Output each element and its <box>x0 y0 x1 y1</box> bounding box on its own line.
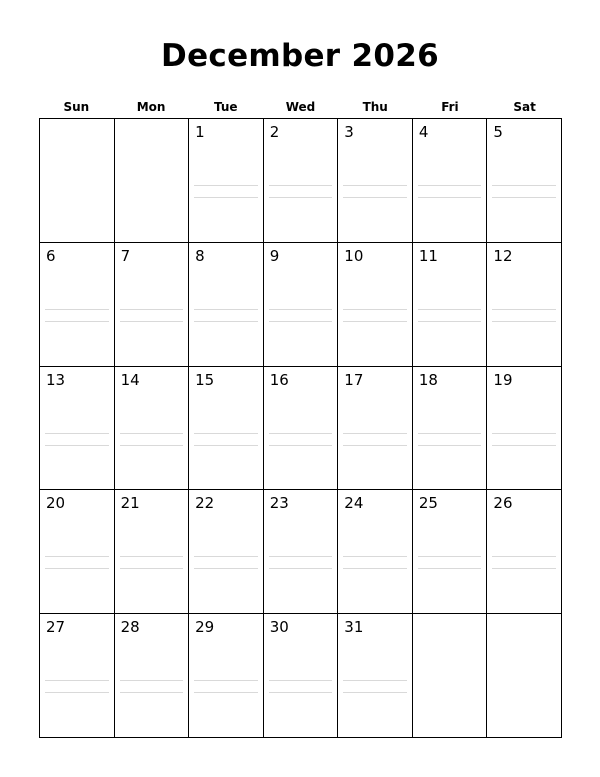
note-line <box>343 680 407 681</box>
note-line <box>343 556 407 557</box>
calendar-day-cell <box>189 614 264 738</box>
note-line <box>343 568 407 569</box>
day-number: 4 <box>418 123 429 141</box>
calendar-day-cell <box>487 490 562 614</box>
note-line <box>45 692 109 693</box>
calendar-day-cell <box>413 490 488 614</box>
calendar-day-cell <box>338 119 413 243</box>
weekday-label: Tue <box>214 100 238 114</box>
day-number: 15 <box>195 370 215 389</box>
calendar-day-cell <box>40 490 115 614</box>
day-number: 8 <box>195 246 205 265</box>
note-line <box>269 197 333 198</box>
calendar-empty-cell <box>40 119 115 243</box>
note-line <box>194 321 258 322</box>
note-line <box>269 680 333 681</box>
calendar-day-cell <box>40 614 115 738</box>
weekday-label: Thu <box>362 100 388 114</box>
note-line <box>269 309 333 310</box>
day-number: 6 <box>46 246 56 265</box>
calendar-day-cell <box>115 243 190 367</box>
note-line <box>45 556 109 557</box>
note-line <box>194 556 258 557</box>
note-line <box>343 185 407 186</box>
note-line <box>418 568 482 569</box>
note-line <box>194 197 258 198</box>
note-line <box>45 309 109 310</box>
calendar-empty-cell <box>115 119 190 243</box>
day-number: 22 <box>195 494 215 513</box>
note-line <box>343 321 407 322</box>
note-line <box>194 680 258 681</box>
calendar-day-cell <box>40 367 115 491</box>
day-number: 20 <box>46 494 66 513</box>
day-number: 25 <box>418 494 438 513</box>
day-number: 3 <box>344 123 354 141</box>
day-number: 11 <box>418 246 438 265</box>
calendar-day-cell <box>338 614 413 738</box>
day-number: 28 <box>120 618 140 637</box>
note-line <box>492 321 556 322</box>
note-line <box>343 433 407 434</box>
note-line <box>418 197 482 198</box>
note-line <box>45 445 109 446</box>
calendar-day-cell <box>264 490 339 614</box>
note-line <box>45 568 109 569</box>
calendar-empty-cell <box>487 614 562 738</box>
note-line <box>418 556 482 557</box>
note-line <box>194 185 258 186</box>
note-line <box>120 556 184 557</box>
note-line <box>492 445 556 446</box>
note-line <box>45 321 109 322</box>
calendar-day-cell <box>487 119 562 243</box>
day-number: 27 <box>46 618 66 637</box>
day-number: 18 <box>418 370 438 389</box>
day-number: 13 <box>46 370 66 389</box>
note-line <box>120 568 184 569</box>
day-number: 19 <box>493 370 513 389</box>
day-number: 30 <box>269 618 289 637</box>
note-line <box>269 556 333 557</box>
day-number: 26 <box>493 494 513 513</box>
calendar-day-cell <box>487 367 562 491</box>
note-line <box>418 445 482 446</box>
page-title: December 2026 <box>161 38 439 74</box>
note-line <box>269 433 333 434</box>
calendar-day-cell <box>40 243 115 367</box>
day-number: 31 <box>344 618 364 637</box>
day-number: 21 <box>120 494 140 513</box>
note-line <box>120 433 184 434</box>
day-number: 12 <box>493 246 513 265</box>
note-line <box>492 556 556 557</box>
calendar-empty-cell <box>413 614 488 738</box>
note-line <box>269 321 333 322</box>
note-line <box>269 185 333 186</box>
note-line <box>45 433 109 434</box>
day-number: 5 <box>493 123 503 141</box>
day-number: 7 <box>120 246 131 265</box>
day-number: 14 <box>120 370 140 389</box>
weekday-label: Mon <box>136 100 166 114</box>
day-number: 1 <box>195 123 205 141</box>
weekday-label: Fri <box>441 100 459 114</box>
calendar-day-cell <box>413 119 488 243</box>
calendar-day-cell <box>487 243 562 367</box>
note-line <box>492 433 556 434</box>
day-number: 23 <box>269 494 289 513</box>
note-line <box>120 680 184 681</box>
day-number: 24 <box>344 494 364 513</box>
calendar-day-cell <box>338 367 413 491</box>
calendar-day-cell <box>264 243 339 367</box>
calendar-grid <box>39 118 562 738</box>
calendar-day-cell <box>115 490 190 614</box>
calendar-day-cell <box>115 614 190 738</box>
note-line <box>269 692 333 693</box>
day-number: 29 <box>195 618 215 637</box>
note-line <box>343 197 407 198</box>
note-line <box>269 568 333 569</box>
calendar-day-cell <box>189 119 264 243</box>
note-line <box>492 309 556 310</box>
day-number: 9 <box>269 246 280 265</box>
day-number: 16 <box>269 370 289 389</box>
weekday-label: Wed <box>285 100 316 114</box>
weekday-header-row <box>39 98 562 116</box>
day-number: 17 <box>344 370 364 389</box>
calendar-day-cell <box>189 367 264 491</box>
calendar-day-cell <box>189 490 264 614</box>
note-line <box>194 445 258 446</box>
note-line <box>492 197 556 198</box>
note-line <box>269 445 333 446</box>
note-line <box>343 309 407 310</box>
note-line <box>194 309 258 310</box>
note-line <box>343 692 407 693</box>
note-line <box>194 692 258 693</box>
note-line <box>492 185 556 186</box>
calendar-day-cell <box>264 367 339 491</box>
note-line <box>194 433 258 434</box>
day-number: 10 <box>344 246 364 265</box>
calendar-day-cell <box>413 367 488 491</box>
note-line <box>120 321 184 322</box>
calendar-day-cell <box>189 243 264 367</box>
note-line <box>120 309 184 310</box>
day-number: 2 <box>269 123 280 141</box>
note-line <box>45 680 109 681</box>
calendar-day-cell <box>338 490 413 614</box>
weekday-label: Sat <box>513 100 536 114</box>
note-line <box>120 692 184 693</box>
calendar-day-cell <box>115 367 190 491</box>
note-line <box>120 445 184 446</box>
calendar-day-cell <box>413 243 488 367</box>
note-line <box>194 568 258 569</box>
note-line <box>343 445 407 446</box>
weekday-label: Sun <box>63 100 90 114</box>
note-line <box>492 568 556 569</box>
note-line <box>418 433 482 434</box>
calendar-day-cell <box>264 614 339 738</box>
note-line <box>418 309 482 310</box>
note-line <box>418 321 482 322</box>
calendar-day-cell <box>338 243 413 367</box>
note-line <box>418 185 482 186</box>
calendar-day-cell <box>264 119 339 243</box>
